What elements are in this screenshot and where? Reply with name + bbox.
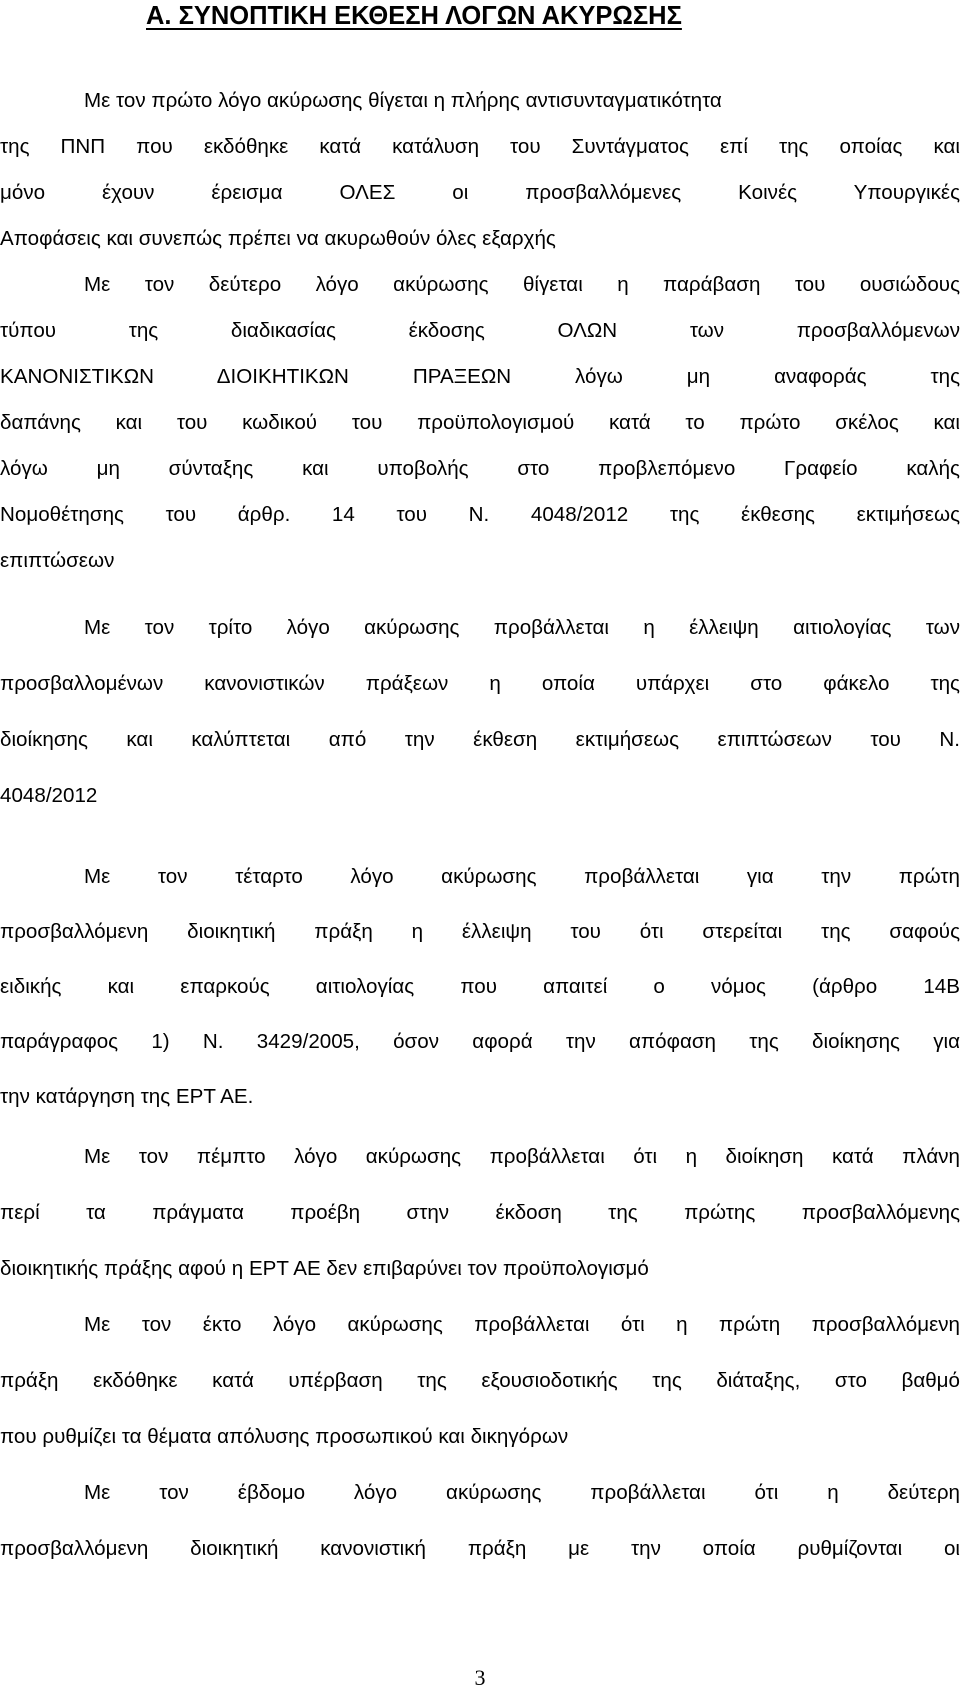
paragraph-line: που ρυθμίζει τα θέματα απόλυσης προσωπικού και δικηγόρων: [0, 1425, 569, 1448]
paragraph-line: λόγω μη σύνταξης και υποβολής στο προβλεπόμενο Γραφείο καλής: [0, 457, 960, 480]
paragraph-line: προσβαλλόμενη διοικητική κανονιστική πράξη με την οποία ρυθμίζονται οι: [0, 1537, 960, 1560]
paragraph-line: Με τον δεύτερο λόγο ακύρωσης θίγεται η παράβαση του ουσιώδους: [84, 273, 960, 296]
paragraph-line: Με τον πρώτο λόγο ακύρωσης θίγεται η πλήρης αντισυνταγματικότητα: [84, 89, 722, 112]
paragraph-line: πράξη εκδόθηκε κατά υπέρβαση της εξουσιοδοτικής της διάταξης, στο βαθμό: [0, 1369, 960, 1392]
paragraph-line: της ΠΝΠ που εκδόθηκε κατά κατάλυση του Συντάγματος επί της οποίας και: [0, 135, 960, 158]
paragraph-line: Με τον έβδομο λόγο ακύρωσης προβάλλεται ότι η δεύτερη: [84, 1481, 960, 1504]
paragraph-line: περί τα πράγματα προέβη στην έκδοση της πρώτης προσβαλλόμενης: [0, 1201, 960, 1224]
paragraph-line: ειδικής και επαρκούς αιτιολογίας που απαιτεί ο νόμος (άρθρο 14Β: [0, 975, 960, 998]
paragraph-line: 4048/2012: [0, 784, 98, 807]
document-title: Α. ΣΥΝΟΠΤΙΚΗ ΕΚΘΕΣΗ ΛΟΓΩΝ ΑΚΥΡΩΣΗΣ: [146, 2, 682, 30]
paragraph-line: επιπτώσεων: [0, 549, 115, 572]
paragraph-line: Με τον πέμπτο λόγο ακύρωσης προβάλλεται ότι η διοίκηση κατά πλάνη: [84, 1145, 960, 1168]
paragraph-line: μόνο έχουν έρεισμα ΟΛΕΣ οι προσβαλλόμενες Κοινές Υπουργικές: [0, 181, 960, 204]
paragraph-line: ΚΑΝΟΝΙΣΤΙΚΩΝ ΔΙΟΙΚΗΤΙΚΩΝ ΠΡΑΞΕΩΝ λόγω μη αναφοράς της: [0, 365, 960, 388]
paragraph-line: διοικητικής πράξης αφού η ΕΡΤ ΑΕ δεν επιβαρύνει τον προϋπολογισμό: [0, 1257, 649, 1280]
paragraph-line: παράγραφος 1) Ν. 3429/2005, όσον αφορά την απόφαση της διοίκησης για: [0, 1030, 960, 1053]
paragraph-line: διοίκησης και καλύπτεται από την έκθεση εκτιμήσεως επιπτώσεων του Ν.: [0, 728, 960, 751]
paragraph-line: δαπάνης και του κωδικού του προϋπολογισμού κατά το πρώτο σκέλος και: [0, 411, 960, 434]
paragraph-line: προσβαλλόμενη διοικητική πράξη η έλλειψη του ότι στερείται της σαφούς: [0, 920, 960, 943]
paragraph-line: Με τον τρίτο λόγο ακύρωσης προβάλλεται η έλλειψη αιτιολογίας των: [84, 616, 960, 639]
page-number: 3: [474, 1665, 486, 1690]
paragraph-line: Νομοθέτησης του άρθρ. 14 του Ν. 4048/2012 της έκθεσης εκτιμήσεως: [0, 503, 960, 526]
paragraph-line: τύπου της διαδικασίας έκδοσης ΟΛΩΝ των προσβαλλόμενων: [0, 319, 960, 342]
paragraph-line: προσβαλλομένων κανονιστικών πράξεων η οποία υπάρχει στο φάκελο της: [0, 672, 960, 695]
paragraph-line: Με τον έκτο λόγο ακύρωσης προβάλλεται ότι η πρώτη προσβαλλόμενη: [84, 1313, 960, 1336]
paragraph-line: Με τον τέταρτο λόγο ακύρωσης προβάλλεται για την πρώτη: [84, 865, 960, 888]
paragraph-line: Αποφάσεις και συνεπώς πρέπει να ακυρωθούν όλες εξαρχής: [0, 227, 556, 250]
paragraph-line: την κατάργηση της ΕΡΤ ΑΕ.: [0, 1085, 254, 1108]
